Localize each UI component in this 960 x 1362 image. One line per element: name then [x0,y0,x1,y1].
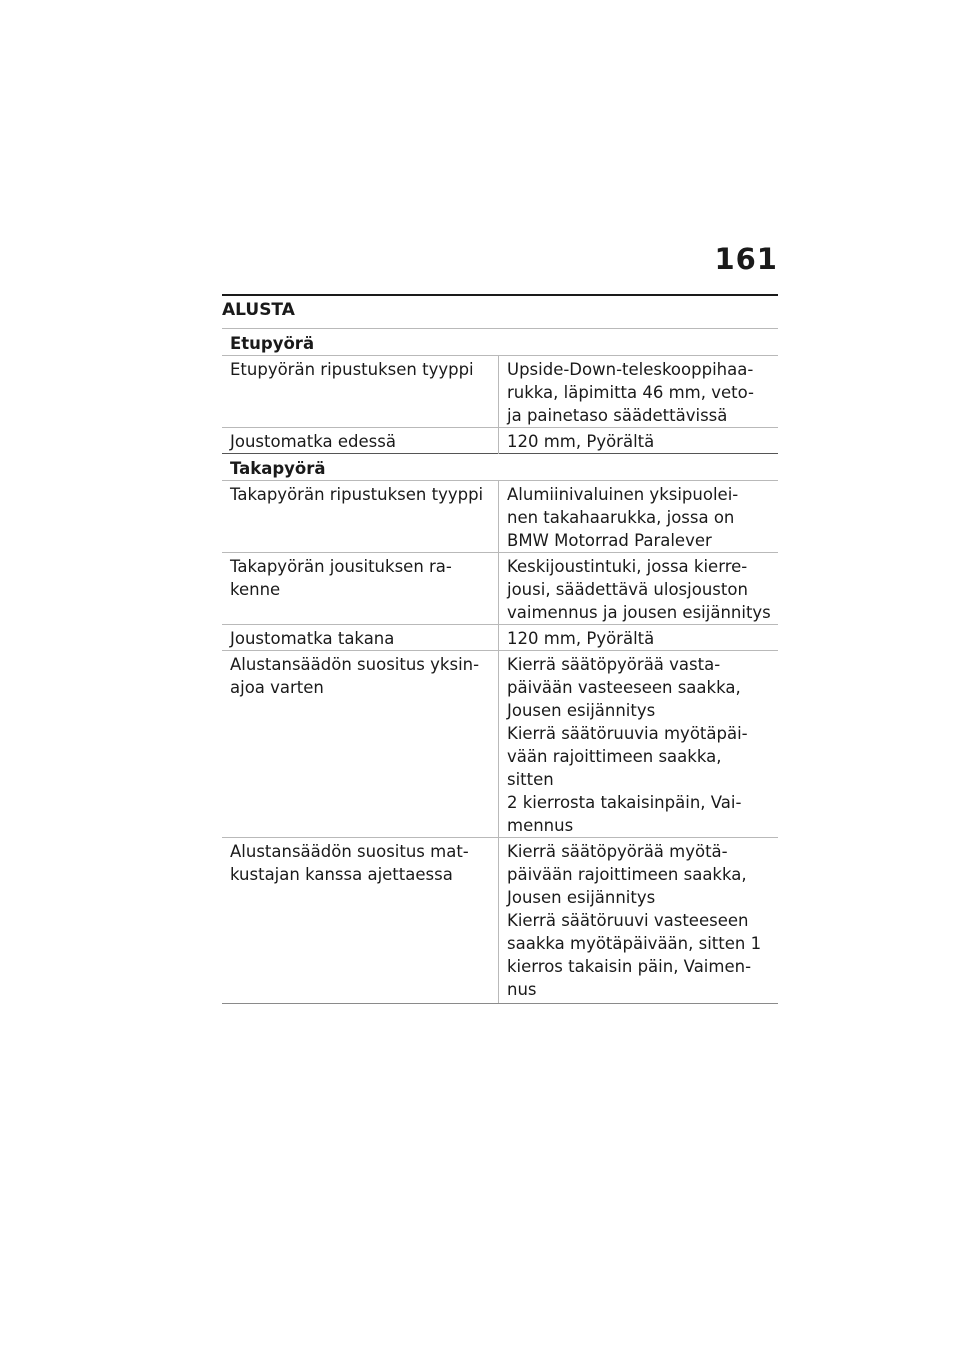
spec-value-line: 120 mm, Pyörältä [507,432,655,451]
spec-value-cell [499,553,779,625]
spec-label-cell [222,838,499,1004]
spec-value-line: päivään rajoittimeen saakka, [507,865,747,884]
spec-value-line: mennus [507,816,574,835]
spec-label-line: kenne [230,580,281,599]
spec-value-line: Keskijoustintuki, jossa kierre- [507,557,748,576]
spec-value-line: ja painetaso säädettävissä [507,406,728,425]
spec-value-line: Kierrä säätöruuvia myötäpäi- [507,724,748,743]
section-title: ALUSTA [222,300,295,320]
spec-value-line: Upside-Down-teleskooppihaa- [507,360,754,379]
spec-value-line: vään rajoittimeen saakka, sitten [507,747,722,789]
spec-value-line: jousi, säädettävä ulosjouston [507,580,748,599]
spec-label-cell [222,356,499,428]
spec-label-line: kustajan kanssa ajettaessa [230,865,453,884]
spec-value-cell [499,428,779,454]
spec-value-line: Jousen esijännitys [507,888,656,907]
spec-label-cell [222,428,499,454]
spec-value-line: 2 kierrosta takaisinpäin, Vai- [507,793,742,812]
group-title: Takapyörä [222,454,778,481]
spec-value-line: BMW Motorrad Paralever [507,531,712,550]
spec-label-cell [222,481,499,553]
chassis-section [222,294,778,1004]
spec-value-line: vaimennus ja jousen esijännitys [507,603,771,622]
spec-value-line: päivään vasteeseen saakka, [507,678,741,697]
spec-label-line: Alustansäädön suositus yksin- [230,655,480,674]
spec-label-line: Joustomatka takana [230,629,395,648]
spec-value-cell [499,356,779,428]
group-header-row [222,329,778,356]
spec-value-line: nus [507,980,537,999]
spec-label-cell [222,625,499,651]
spec-label-line: Takapyörän jousituksen ra- [230,557,452,576]
spec-row [222,651,778,838]
spec-row [222,553,778,625]
spec-value-line: Kierrä säätöpyörää myötä- [507,842,728,861]
spec-value-cell [499,625,779,651]
spec-row [222,356,778,428]
chassis-spec-table [222,328,778,1004]
spec-label-cell [222,553,499,625]
page-number: 161 [714,242,778,276]
spec-label-cell [222,651,499,838]
spec-value-cell [499,481,779,553]
group-title: Etupyörä [222,329,778,356]
spec-value-line: Jousen esijännitys [507,701,656,720]
spec-label-line: Alustansäädön suositus mat- [230,842,469,861]
spec-value-cell [499,651,779,838]
spec-value-line: nen takahaarukka, jossa on [507,508,735,527]
spec-label-line: Takapyörän ripustuksen tyyppi [230,485,484,504]
spec-value-line: Kierrä säätöruuvi vasteeseen [507,911,749,930]
spec-value-line: kierros takaisin päin, Vaimen- [507,957,752,976]
group-header-row [222,454,778,481]
spec-value-cell [499,838,779,1004]
spec-label-line: ajoa varten [230,678,324,697]
spec-row [222,625,778,651]
spec-value-line: 120 mm, Pyörältä [507,629,655,648]
spec-value-line: Kierrä säätöpyörää vasta- [507,655,721,674]
spec-value-line: saakka myötäpäivään, sitten 1 [507,934,762,953]
spec-row [222,428,778,454]
spec-label-line: Joustomatka edessä [230,432,396,451]
spec-row [222,481,778,553]
spec-table-body [222,329,778,1004]
spec-label-line: Etupyörän ripustuksen tyyppi [230,360,474,379]
spec-value-line: Alumiinivaluinen yksipuolei- [507,485,739,504]
spec-row [222,838,778,1004]
spec-value-line: rukka, läpimitta 46 mm, veto- [507,383,754,402]
